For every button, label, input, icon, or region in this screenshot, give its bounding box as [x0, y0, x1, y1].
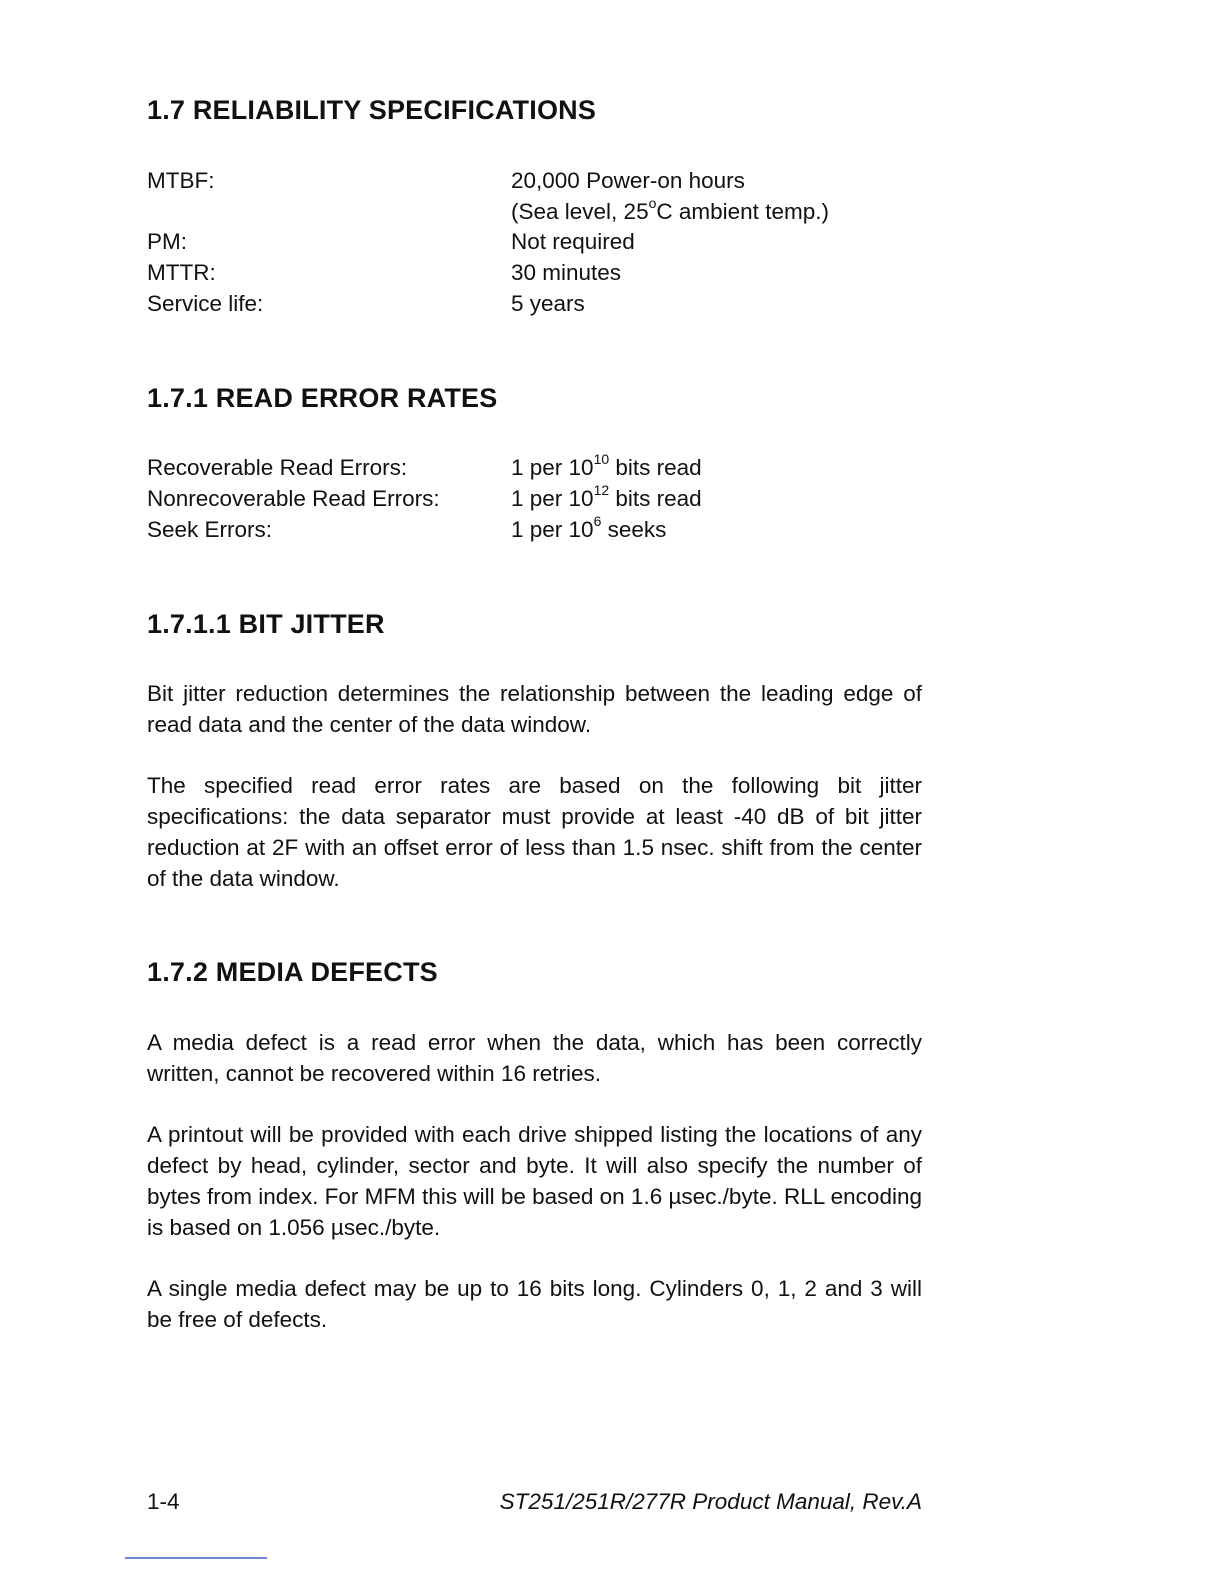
- spec-value: 5 years: [511, 291, 585, 316]
- section-title-bit-jitter: 1.7.1.1 BIT JITTER: [147, 609, 385, 639]
- page-number: 1-4: [147, 1489, 180, 1514]
- spec-value: (Sea level, 25$^o$C ambient temp.): [511, 195, 829, 224]
- spec-value: Not required: [511, 229, 635, 254]
- section-title-media-defects: 1.7.2 MEDIA DEFECTS: [147, 957, 438, 987]
- spec-row-nonrecoverable: [147, 483, 922, 514]
- spec-value: 20,000 Power-on hours: [511, 168, 745, 193]
- paragraph-defect-length: A single media defect may be up to 16 bits long. Cylinders 0, 1, 2 and 3 will be free of defects.: [147, 1276, 922, 1332]
- spec-label: Seek Errors:: [147, 517, 273, 542]
- paragraph-bit-jitter-definition: Bit jitter reduction determines the relationship between the leading edge of read data and the center of the data window.: [147, 681, 922, 737]
- spec-row-service-life: [147, 288, 922, 319]
- spec-row-mttr: [147, 257, 922, 288]
- spec-label: MTTR:: [147, 260, 216, 285]
- section-title-reliability: 1.7 RELIABILITY SPECIFICATIONS: [147, 95, 597, 125]
- spec-row-seek-errors: [147, 514, 922, 545]
- spec-row-mtbf: [147, 165, 922, 196]
- spec-value: 1 per $10^6$ seeks: [511, 513, 667, 542]
- spec-label: Recoverable Read Errors:: [147, 455, 408, 480]
- spec-value: 30 minutes: [511, 260, 622, 285]
- bottom-divider: [125, 1557, 267, 1559]
- spec-label: Nonrecoverable Read Errors:: [147, 486, 440, 511]
- spec-value: 1 per $10^{10}$ bits read: [511, 451, 702, 480]
- paragraph-defect-printout: A printout will be provided with each drive shipped listing the locations of any defect by head, cylinder, sector and byte. It will also specify the number of bytes from index. For MFM this will be based on 1.6 µsec./byte. RLL encoding is based on 1.056 µsec./byte.: [147, 1122, 922, 1240]
- spec-label: MTBF:: [147, 168, 215, 193]
- manual-page: [147, 0, 922, 1584]
- section-title-read-error-rates: 1.7.1 READ ERROR RATES: [147, 383, 498, 413]
- spec-row-pm: [147, 226, 922, 257]
- spec-value: 1 per $10^{12}$ bits read: [511, 482, 702, 511]
- paragraph-bit-jitter-specification: The specified read error rates are based on the following bit jitter specifications: the data separator must provide at least -40 dB of bit jitter reduction at 2F with an offset error of less than 1.5 nsec. shift from the center of the data window.: [147, 773, 922, 891]
- spec-row-recoverable: [147, 452, 922, 483]
- spec-label: Service life:: [147, 291, 264, 316]
- spec-row-mtbf-condition: [147, 196, 922, 227]
- manual-title: ST251/251R/277R Product Manual, Rev.A: [499, 1489, 922, 1514]
- paragraph-media-defect-definition: A media defect is a read error when the data, which has been correctly written, cannot be recovered within 16 retries.: [147, 1030, 922, 1086]
- spec-label: PM:: [147, 229, 188, 254]
